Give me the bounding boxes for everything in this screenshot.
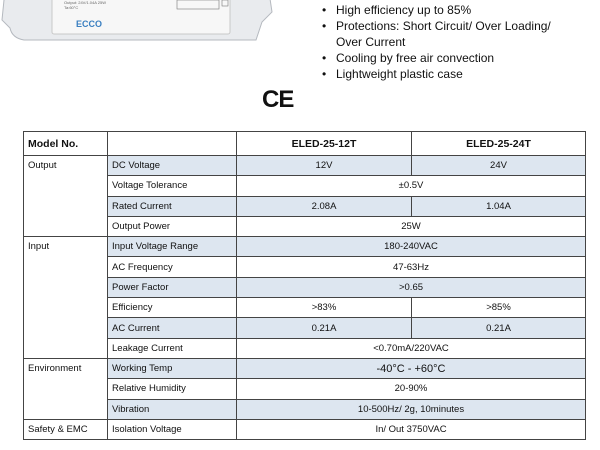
value-cell: 180-240VAC (237, 237, 586, 257)
feature-list (322, 2, 576, 82)
param-cell: Working Temp (108, 358, 237, 378)
value-cell: 12V (237, 156, 412, 176)
category-cell: Environment (24, 358, 108, 419)
table-row (24, 237, 586, 257)
table-row (24, 379, 586, 399)
spec-table (23, 131, 586, 440)
brand-logo: ECCO (76, 19, 103, 29)
param-cell: Leakage Current (108, 338, 237, 358)
table-row (24, 298, 586, 318)
param-cell: Power Factor (108, 277, 237, 297)
table-row (24, 419, 586, 439)
category-cell: Output (24, 156, 108, 237)
value-cell: 0.21A (237, 318, 412, 338)
param-cell: Efficiency (108, 298, 237, 318)
value-cell: >83% (237, 298, 412, 318)
param-cell: Input Voltage Range (108, 237, 237, 257)
category-cell: Input (24, 237, 108, 359)
value-cell: >85% (412, 298, 586, 318)
category-cell: Safety & EMC (24, 419, 108, 439)
header-col1: ELED-25-12T (237, 132, 412, 156)
value-cell: 2.08A (237, 196, 412, 216)
value-cell: 25W (237, 216, 586, 236)
table-row (24, 196, 586, 216)
value-cell: In/ Out 3750VAC (237, 419, 586, 439)
value-cell: >0.65 (237, 277, 586, 297)
label-line: Ta:60°C (64, 5, 79, 10)
param-cell: Relative Humidity (108, 379, 237, 399)
value-cell: <0.70mA/220VAC (237, 338, 586, 358)
param-cell: Output Power (108, 216, 237, 236)
feature-item: • High efficiency up to 85% (322, 2, 576, 18)
value-cell: 0.21A (412, 318, 586, 338)
table-row (24, 358, 586, 378)
table-row (24, 277, 586, 297)
value-cell: 20-90% (237, 379, 586, 399)
ce-mark: CE (262, 86, 294, 113)
param-cell: Voltage Tolerance (108, 176, 237, 196)
value-cell: 10-500Hz/ 2g, 10minutes (237, 399, 586, 419)
table-row (24, 257, 586, 277)
param-cell: DC Voltage (108, 156, 237, 176)
value-cell: 24V (412, 156, 586, 176)
value-cell: 47-63Hz (237, 257, 586, 277)
value-cell: -40°C - +60°C (237, 358, 586, 378)
table-header-row (24, 132, 586, 156)
feature-item: • Protections: Short Circuit/ Over Loading/ Over Current (322, 18, 576, 50)
header-model: Model No. (24, 132, 108, 156)
product-photo (0, 0, 284, 44)
table-row (24, 156, 586, 176)
feature-item: • Cooling by free air convection (322, 50, 576, 66)
value-cell: 1.04A (412, 196, 586, 216)
param-cell: Rated Current (108, 196, 237, 216)
table-row (24, 216, 586, 236)
header-blank (108, 132, 237, 156)
header-col2: ELED-25-24T (412, 132, 586, 156)
param-cell: Vibration (108, 399, 237, 419)
table-row (24, 399, 586, 419)
feature-item: • Lightweight plastic case (322, 66, 576, 82)
value-cell: ±0.5V (237, 176, 586, 196)
table-row (24, 176, 586, 196)
table-row (24, 318, 586, 338)
param-cell: AC Current (108, 318, 237, 338)
table-row (24, 338, 586, 358)
label-line: Output: 24V/1.04A 25W (64, 0, 107, 5)
param-cell: AC Frequency (108, 257, 237, 277)
param-cell: Isolation Voltage (108, 419, 237, 439)
